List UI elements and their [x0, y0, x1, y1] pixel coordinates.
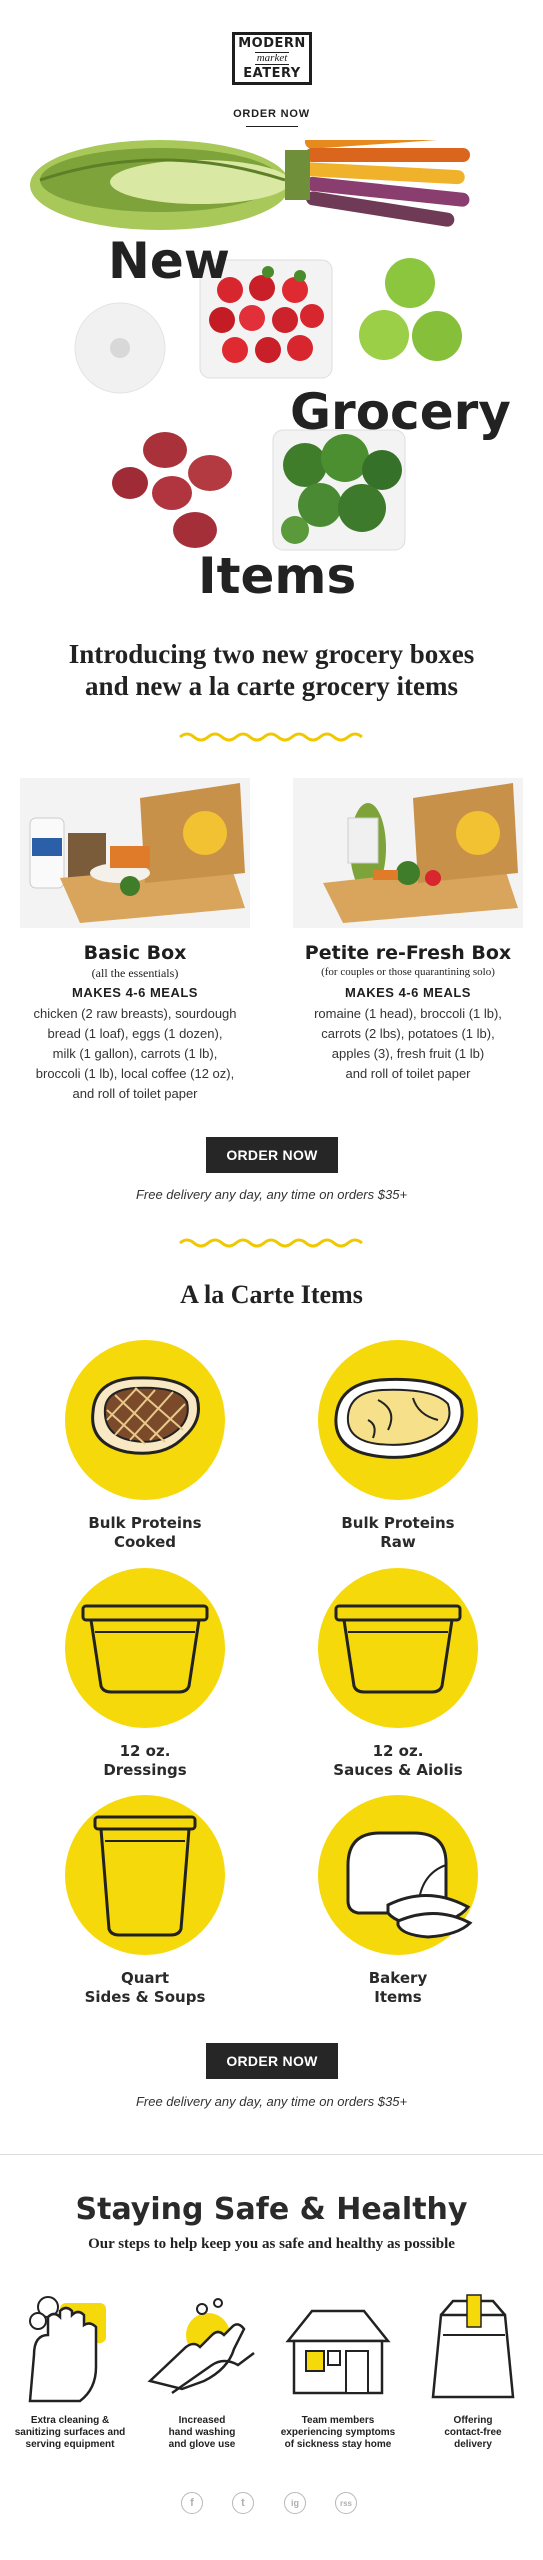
instagram-icon[interactable]: ig	[284, 2492, 306, 2514]
green-apples-image	[359, 258, 462, 361]
hand-washing-icon	[142, 2285, 262, 2405]
brand-logo[interactable]	[232, 32, 312, 85]
petite-box-title: Petite re-Fresh Box	[304, 942, 512, 964]
safety-caption-line: Offering	[453, 2415, 493, 2426]
item-label-line-1: Bulk Proteins	[88, 1514, 202, 1532]
petite-box-desc-line: carrots (2 lbs), potatoes (1 lb),	[321, 1026, 495, 1041]
broccoli-image	[273, 430, 405, 550]
safety-caption-line: Team members	[301, 2415, 375, 2426]
basic-box-desc-line: bread (1 loaf), eggs (1 dozen),	[47, 1026, 223, 1041]
item-bulk-proteins-cooked[interactable]	[55, 1340, 235, 1552]
hero-banner	[0, 140, 543, 610]
hero-word-new: New	[108, 232, 230, 290]
raw-steak-icon	[318, 1340, 478, 1500]
safety-caption-line: experiencing symptoms	[280, 2427, 396, 2438]
cleaning-hand-icon	[10, 2285, 130, 2405]
item-label-line-2: Sauces & Aiolis	[333, 1761, 463, 1779]
item-label-line-1: Bakery	[368, 1969, 428, 1987]
bread-loaf-icon	[318, 1795, 478, 1955]
toilet-paper-image	[75, 303, 165, 393]
safety-item-stay-home	[278, 2285, 398, 2451]
basic-box-desc-line: chicken (2 raw breasts), sourdough	[33, 1006, 237, 1021]
safety-caption-line: serving equipment	[25, 2439, 115, 2450]
a-la-carte-title: A la Carte Items	[180, 1280, 363, 1309]
basic-box-image[interactable]	[20, 778, 250, 928]
safety-caption-line: Extra cleaning &	[30, 2415, 110, 2426]
safety-caption-line: Increased	[178, 2415, 226, 2426]
logo-line-1: MODERN	[238, 36, 306, 51]
twitter-icon[interactable]: t	[232, 2492, 254, 2514]
item-bakery[interactable]	[308, 1795, 488, 2007]
delivery-bag-icon	[413, 2285, 533, 2405]
item-label-line-2: Sides & Soups	[84, 1988, 206, 2006]
delivery-note-2: Free delivery any day, any time on orders $35+	[135, 2094, 408, 2109]
basic-box-title: Basic Box	[83, 942, 187, 964]
safety-caption-line: delivery	[454, 2439, 492, 2450]
basic-box-desc-line: and roll of toilet paper	[72, 1086, 198, 1101]
item-label-line-2: Dressings	[103, 1761, 187, 1779]
safety-caption-line: and glove use	[168, 2439, 236, 2450]
safety-item-contact-free	[413, 2285, 533, 2451]
grilled-steak-icon	[65, 1340, 225, 1500]
item-sides-soups[interactable]	[55, 1795, 235, 2007]
intro-line-1: Introducing two new grocery boxes	[68, 639, 475, 669]
house-icon	[278, 2285, 398, 2405]
item-label-line-2: Items	[374, 1988, 422, 2006]
item-label-line-1: 12 oz.	[119, 1742, 171, 1760]
container-icon	[65, 1568, 225, 1728]
yellow-squiggle-divider	[178, 730, 364, 744]
hero-word-items: Items	[198, 547, 357, 605]
safety-caption-line: sanitizing surfaces and	[14, 2427, 126, 2438]
rss-icon[interactable]: rss	[335, 2492, 357, 2514]
petite-box-subtitle: (for couples or those quarantining solo)	[321, 966, 495, 978]
item-label-line-2: Cooked	[113, 1533, 177, 1551]
carrots-image	[285, 140, 475, 228]
item-label-line-1: 12 oz.	[372, 1742, 424, 1760]
petite-box-meals: MAKES 4-6 MEALS	[345, 985, 471, 1000]
safety-item-cleaning	[10, 2285, 130, 2451]
basic-box-subtitle: (all the essentials)	[91, 966, 179, 980]
safety-subtitle: Our steps to help keep you as safe and healthy as possible	[88, 2236, 455, 2252]
petite-box-description	[288, 1004, 528, 1084]
order-now-button-2[interactable]: ORDER NOW	[206, 2043, 338, 2079]
safety-caption-line: hand washing	[168, 2427, 236, 2438]
basic-box-desc-line: broccoli (1 lb), local coffee (12 oz),	[35, 1066, 235, 1081]
safety-item-handwashing	[142, 2285, 262, 2451]
romaine-lettuce-image	[30, 140, 290, 230]
quart-container-icon	[65, 1795, 225, 1955]
petite-refresh-box-image[interactable]	[293, 778, 523, 928]
order-now-button[interactable]: ORDER NOW	[206, 1137, 338, 1173]
item-dressings[interactable]	[55, 1568, 235, 1780]
header-order-underline	[246, 126, 298, 127]
item-label-line-1: Quart	[120, 1969, 170, 1987]
logo-line-2: market	[256, 52, 288, 64]
intro-heading	[20, 638, 523, 702]
petite-box-desc-line: apples (3), fresh fruit (1 lb)	[331, 1046, 485, 1061]
basic-box-description	[15, 1004, 255, 1104]
safety-title: Staying Safe & Healthy	[75, 2192, 468, 2227]
logo-line-3: EATERY	[243, 66, 301, 81]
potatoes-image	[112, 432, 232, 548]
section-divider	[0, 2154, 543, 2155]
container-icon	[318, 1568, 478, 1728]
hero-word-grocery: Grocery	[290, 383, 511, 441]
item-label-line-1: Bulk Proteins	[341, 1514, 455, 1532]
hero-produce-illustration	[0, 140, 543, 610]
yellow-squiggle-divider	[178, 1236, 364, 1250]
item-sauces-aiolis[interactable]	[308, 1568, 488, 1780]
delivery-note: Free delivery any day, any time on orders $35+	[135, 1187, 408, 1202]
basic-box-meals: MAKES 4-6 MEALS	[72, 985, 198, 1000]
item-label-line-2: Raw	[380, 1533, 416, 1551]
intro-line-2: and new a la carte grocery items	[85, 671, 458, 701]
header-order-now-link[interactable]: ORDER NOW	[233, 108, 310, 120]
safety-caption-line: of sickness stay home	[284, 2439, 392, 2450]
safety-caption-line: contact-free	[444, 2427, 502, 2438]
facebook-icon[interactable]: f	[181, 2492, 203, 2514]
petite-box-desc-line: romaine (1 head), broccoli (1 lb),	[314, 1006, 502, 1021]
petite-box-desc-line: and roll of toilet paper	[345, 1066, 471, 1081]
item-bulk-proteins-raw[interactable]	[308, 1340, 488, 1552]
basic-box-desc-line: milk (1 gallon), carrots (1 lb),	[52, 1046, 218, 1061]
